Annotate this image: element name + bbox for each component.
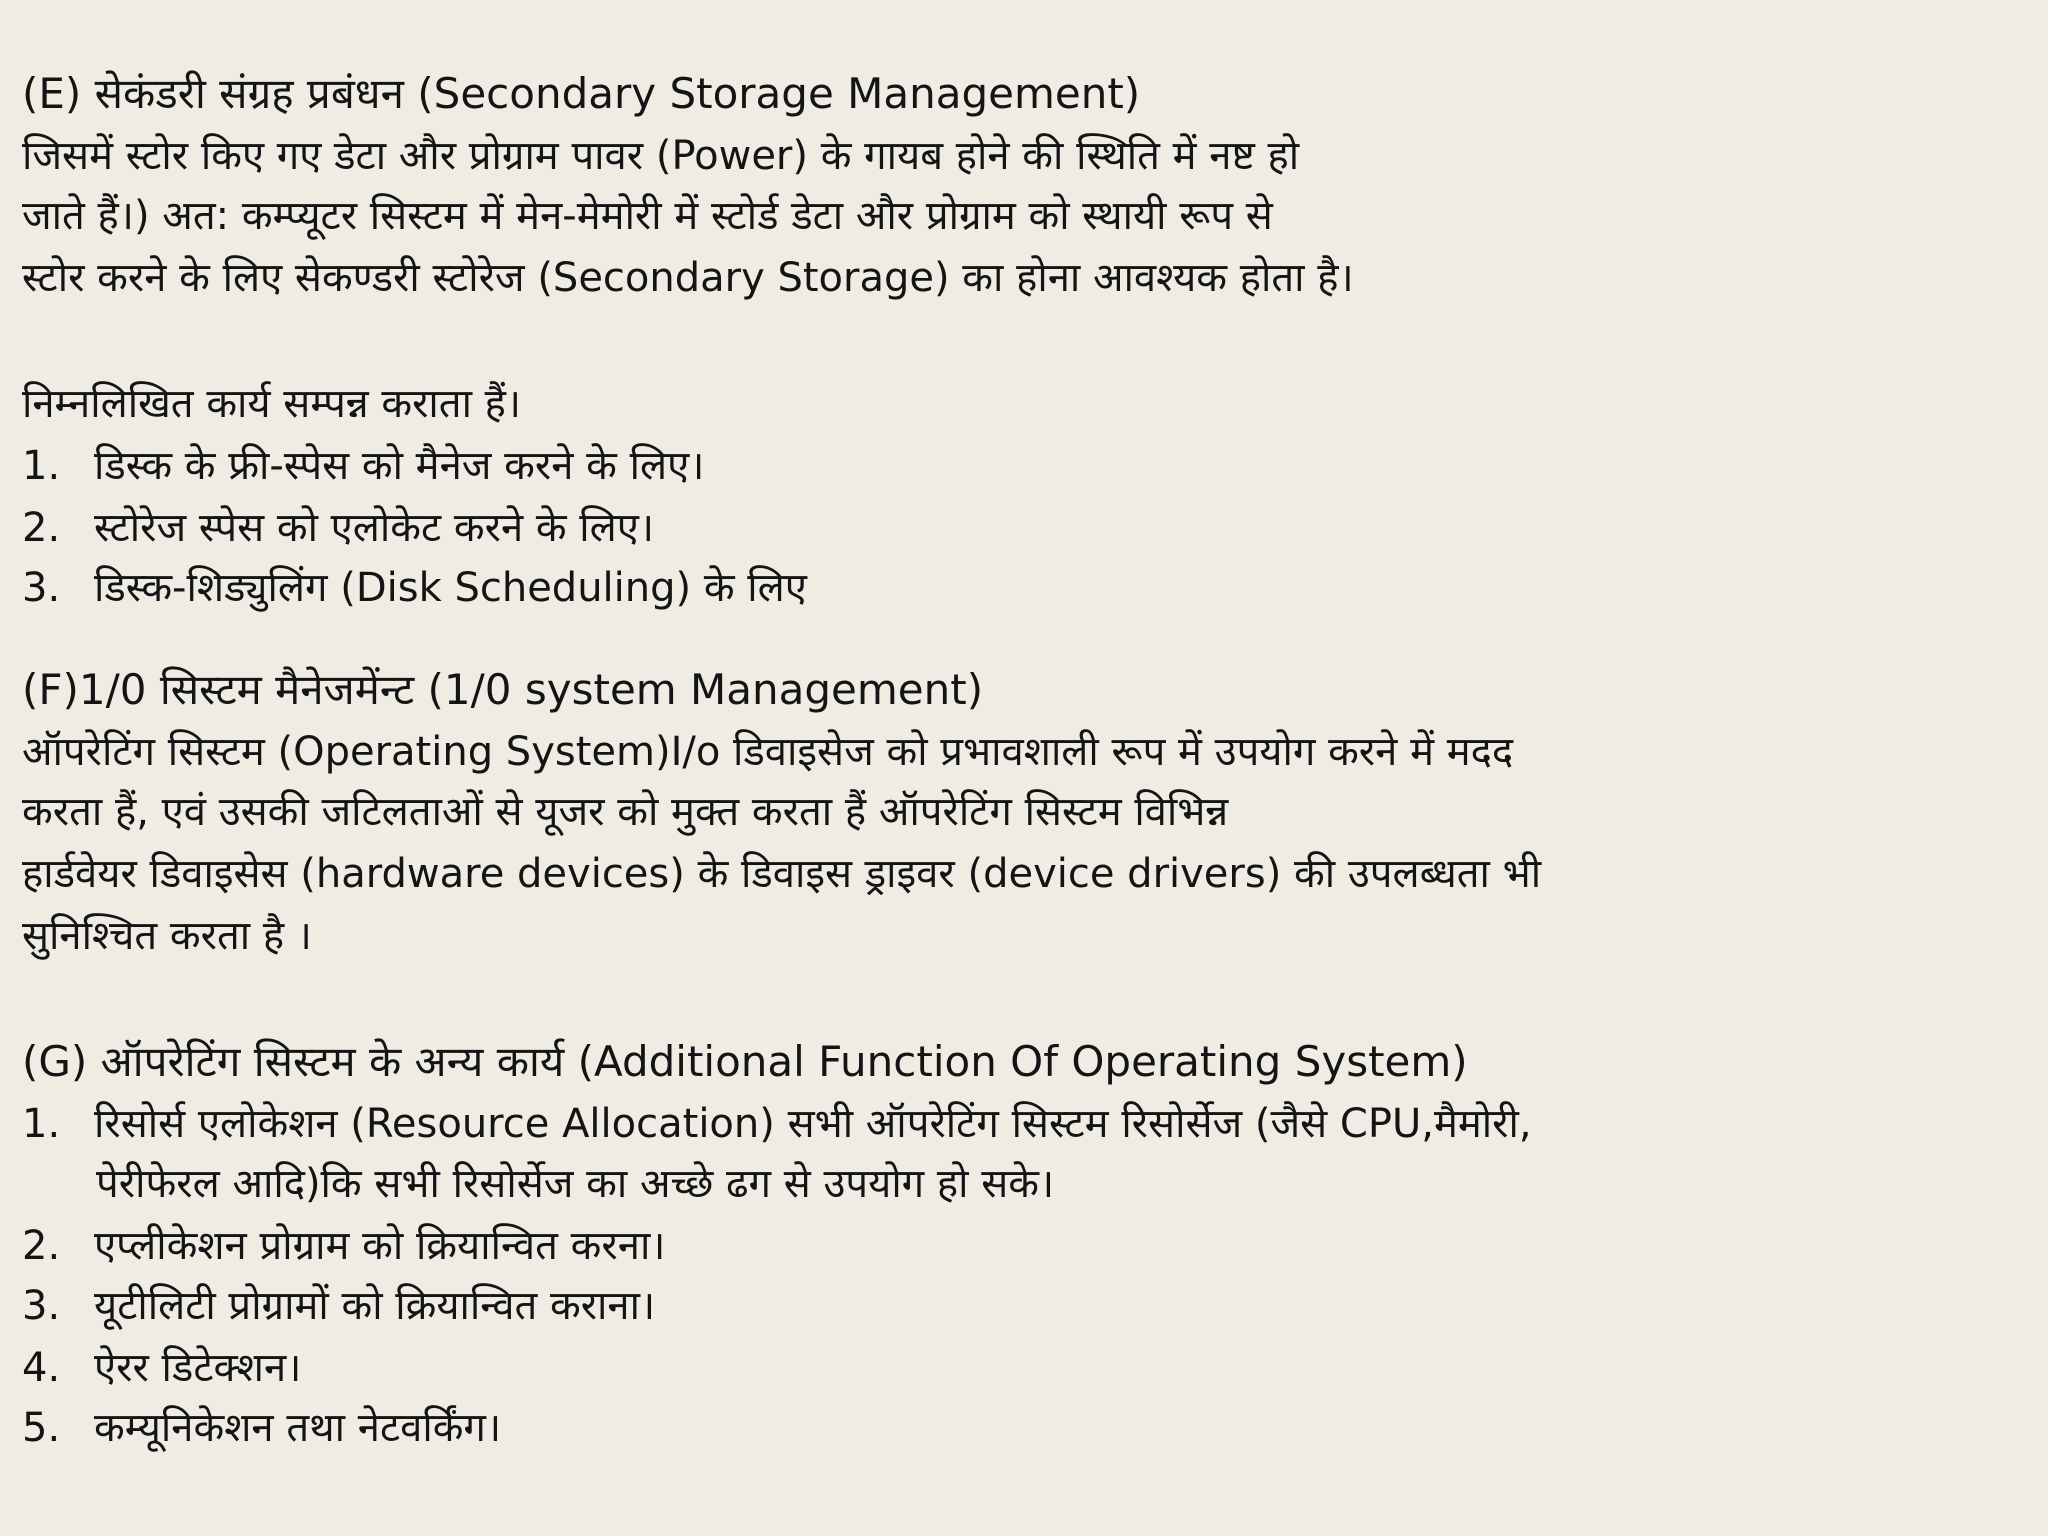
list-text: स्टोरेज स्पेस को एलोकेट करने के लिए।	[94, 505, 655, 551]
list-number: 3.	[22, 1283, 61, 1329]
list-item	[22, 560, 807, 616]
list-text: एप्लीकेशन प्रोग्राम को क्रियान्वित करना।	[94, 1223, 666, 1269]
list-text: डिस्क के फ्री-स्पेस को मैनेज करने के लिए।	[94, 443, 705, 489]
section-f-para-line-1: ऑपरेटिंग सिस्टम (Operating System)I/o डिवाइसेज को प्रभावशाली रूप में उपयोग करने में मदद	[22, 729, 1514, 775]
section-f-para-line-2: करता हैं, एवं उसकी जटिलताओं से यूजर को मुक्त करता हैं ऑपरेटिंग सिस्टम विभिन्न	[22, 789, 1229, 835]
section-e-para-line-3: स्टोर करने के लिए सेकण्डरी स्टोरेज (Secondary Storage) का होना आवश्यक होता है।	[22, 255, 1354, 301]
section-f-para-line-3: हार्डवेयर डिवाइसेस (hardware devices) के डिवाइस ड्राइवर (device drivers) की उपलब्धता भी	[22, 851, 1542, 897]
list-item	[22, 1096, 1532, 1152]
section-f-para-line-4: सुनिश्चित करता है ।	[22, 913, 312, 959]
list-text: रिसोर्स एलोकेशन (Resource Allocation) सभी ऑपरेटिंग सिस्टम रिसोर्सेज (जैसे CPU,मैमोरी,	[94, 1101, 1532, 1147]
list-number: 5.	[22, 1405, 61, 1451]
list-number: 2.	[22, 1223, 61, 1269]
list-item	[22, 438, 704, 494]
section-f-heading: (F)1/0 सिस्टम मैनेजमेंन्ट (1/0 system Management)	[22, 665, 984, 714]
list-item	[22, 1278, 655, 1334]
list-item	[22, 1218, 665, 1274]
section-e-para-line-1: जिसमें स्टोर किए गए डेटा और प्रोग्राम पावर (Power) के गायब होने की स्थिति में नष्ट हो	[22, 133, 1300, 179]
list-item	[22, 1340, 301, 1396]
list-item	[22, 500, 654, 556]
list-number: 3.	[22, 565, 61, 611]
list-item-continuation: पेरीफेरल आदि)कि सभी रिसोर्सेज का अच्छे ढग से उपयोग हो सके।	[96, 1161, 1055, 1207]
list-number: 1.	[22, 1101, 61, 1147]
list-text: ऐरर डिटेक्शन।	[94, 1345, 302, 1391]
list-item	[22, 1400, 501, 1456]
list-number: 2.	[22, 505, 61, 551]
section-e-heading: (E) सेकंडरी संग्रह प्रबंधन (Secondary Storage Management)	[22, 69, 1141, 118]
list-text: कम्यूनिकेशन तथा नेटवर्किंग।	[94, 1405, 502, 1451]
section-e-intro: निम्नलिखित कार्य सम्पन्न कराता हैं।	[22, 381, 522, 427]
list-text: यूटीलिटी प्रोग्रामों को क्रियान्वित कराना।	[94, 1283, 656, 1329]
list-number: 4.	[22, 1345, 61, 1391]
section-e-para-line-2: जाते हैं।) अत: कम्प्यूटर सिस्टम में मेन-मेमोरी में स्टोर्ड डेटा और प्रोग्राम को स्थायी रूप से	[22, 193, 1273, 239]
list-text: डिस्क-शिड्युलिंग (Disk Scheduling) के लिए	[94, 565, 807, 611]
list-number: 1.	[22, 443, 61, 489]
section-g-heading: (G) ऑपरेटिंग सिस्टम के अन्य कार्य (Additional Function Of Operating System)	[22, 1037, 1468, 1086]
